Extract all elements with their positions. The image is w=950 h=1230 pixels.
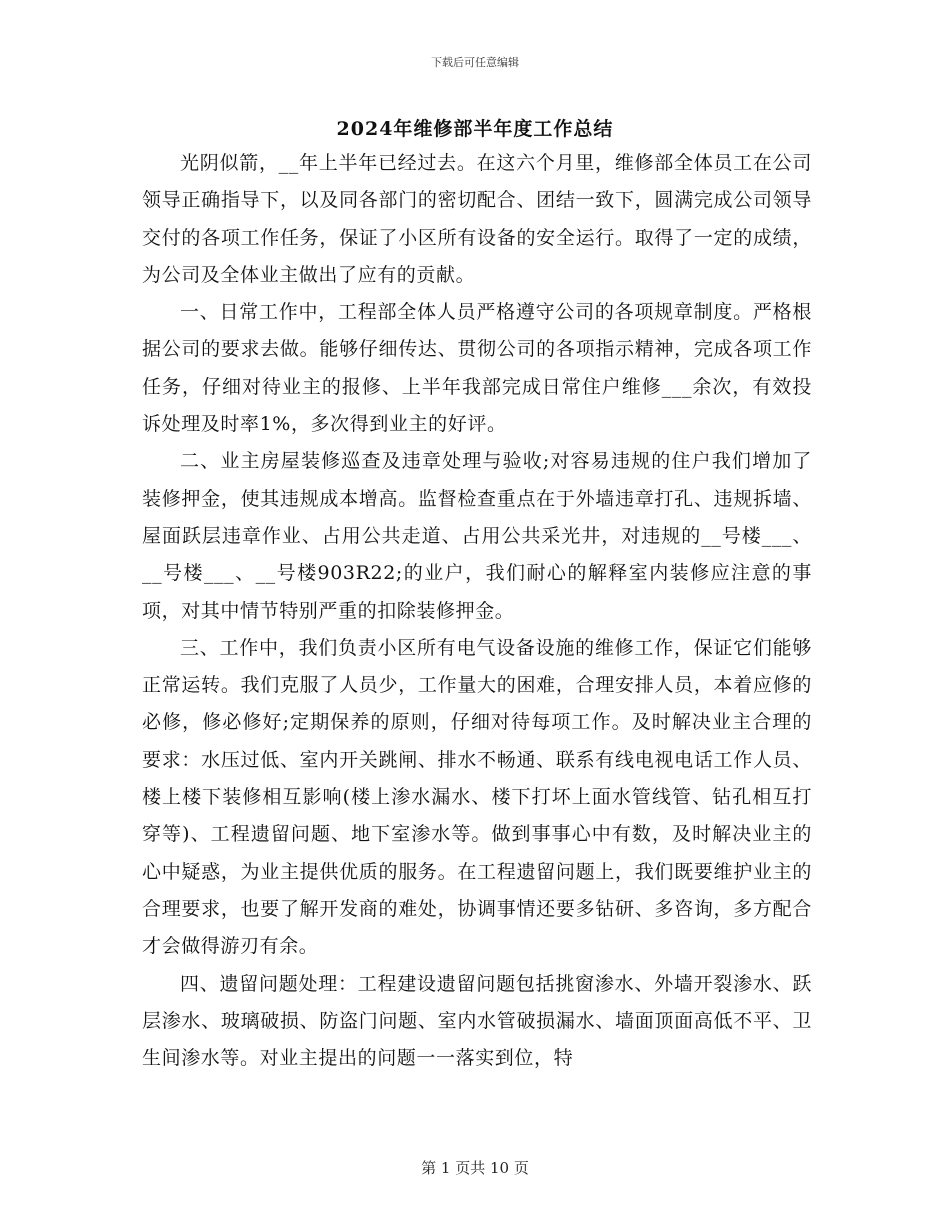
header-note: 下载后可任意编辑 [431, 56, 519, 69]
page-number: 第 1 页共 10 页 [421, 1159, 529, 1177]
document-body [142, 145, 812, 1077]
paragraph-renovation-inspection: 二、业主房屋装修巡查及违章处理与验收;对容易违规的住户我们增加了装修押金，使其违规成本增高。监督检查重点在于外墙违章打孔、违规拆墙、屋面跃层违章作业、占用公共走道、占用公共采光井，对违规的__号楼___、__号楼___、__号楼903R22;的业户，我们耐心的解释室内装修应注意的事项，对其中情节特别严重的扣除装修押金。 [142, 450, 812, 622]
document-title: 2024年维修部半年度工作总结 [336, 118, 614, 140]
paragraph-intro: 光阴似箭，__年上半年已经过去。在这六个月里，维修部全体员工在公司领导正确指导下，以及同各部门的密切配合、团结一致下，圆满完成公司领导交付的各项工作任务，保证了小区所有设备的安全运行。取得了一定的成绩，为公司及全体业主做出了应有的贡献。 [142, 152, 812, 286]
paragraph-legacy-issues: 四、遗留问题处理：工程建设遗留问题包括挑窗渗水、外墙开裂渗水、跃层渗水、玻璃破损、防盗门问题、室内水管破损漏水、墙面顶面高低不平、卫生间渗水等。对业主提出的问题一一落实到位，特 [142, 972, 812, 1070]
paragraph-electrical-maintenance: 三、工作中，我们负责小区所有电气设备设施的维修工作，保证它们能够正常运转。我们克服了人员少，工作量大的困难，合理安排人员，本着应修的必修，修必修好;定期保养的原则，仔细对待每项工作。及时解决业主合理的要求：水压过低、室内开关跳闸、排水不畅通、联系有线电视电话工作人员、楼上楼下装修相互影响(楼上渗水漏水、楼下打坏上面水管线管、钻孔相互打穿等)、工程遗留问题、地下室渗水等。做到事事心中有数，及时解决业主的心中疑惑，为业主提供优质的服务。在工程遗留问题上，我们既要维护业主的合理要求，也要了解开发商的难处，协调事情还要多钻研、多咨询，多方配合才会做得游刃有余。 [142, 636, 812, 958]
paragraph-daily-work: 一、日常工作中，工程部全体人员严格遵守公司的各项规章制度。严格根据公司的要求去做。能够仔细传达、贯彻公司的各项指示精神，完成各项工作任务，仔细对待业主的报修、上半年我部完成日常住户维修___余次，有效投诉处理及时率1%，多次得到业主的好评。 [142, 301, 812, 436]
